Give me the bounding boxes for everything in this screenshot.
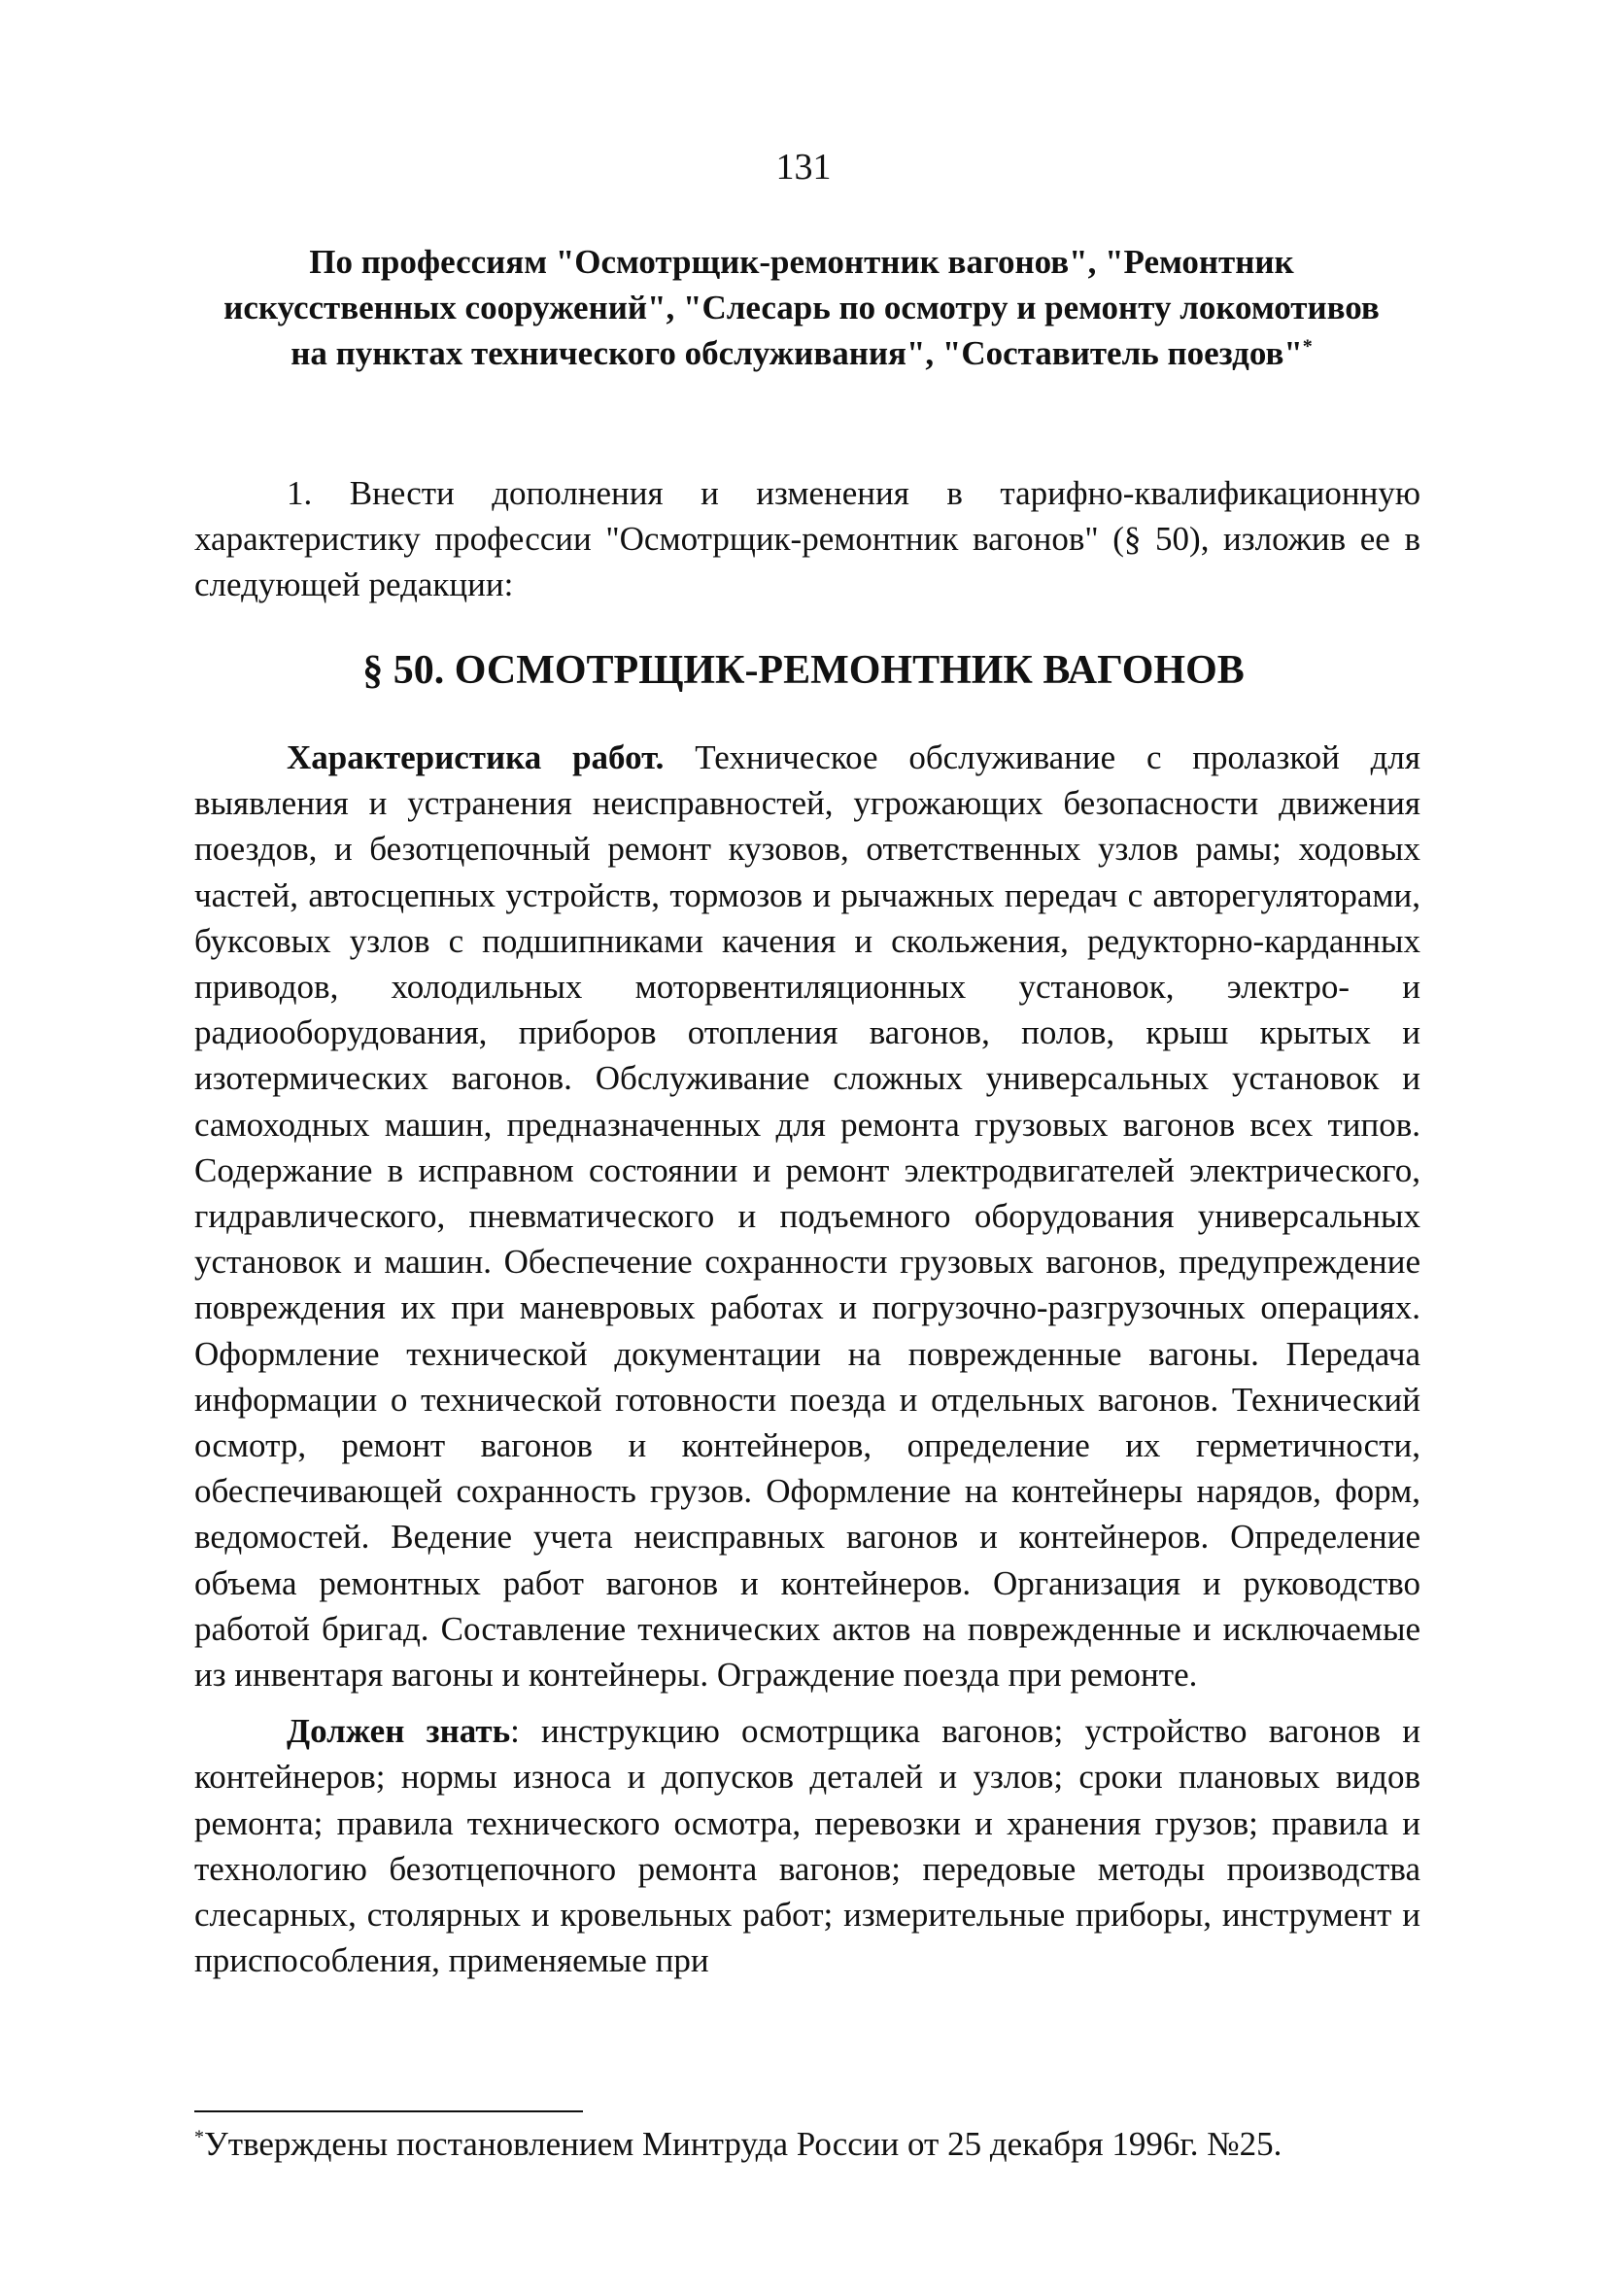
professions-heading-text: По профессиям "Осмотрщик-ремонтник вагонов", "Ремонтник искусственных сооружений", "Слесарь по осмотру и ремонту локомотивов на пунктах технического обслуживания", "Составитель поездов" — [223, 243, 1380, 372]
must-know-label: Должен знать — [287, 1712, 511, 1751]
work-description-text: Техническое обслуживание с пролазкой для выявления и устранения неисправностей, угрожающих безопасности движения поездов, и безотцепочный ремонт кузовов, ответственных узлов рамы; ходовых частей, автосцепных устройств, тормозов и рычажных передач с авторегуляторами, буксовых узлов с подшипниками качения и скольжения, редукторно-карданных приводов, холодильных моторвентиляционных установок, электро- и радиооборудования, приборов отопления вагонов, полов, крыш крытых и изотермических вагонов. Обслуживание сложных универсальных установок и самоходных машин, предназначенных для ремонта грузовых вагонов всех типов. Содержание в исправном состоянии и ремонт электродвигателей электрического, гидравлического, пневматического и подъемного оборудования универсальных установок и машин. Обеспечение сохранности грузовых вагонов, предупреждение повреждения их при маневровых работах и погрузочно-разгрузочных операциях. Оформление технической документации на поврежденные вагоны. Передача информации о технической готовности поезда и отдельных вагонов. Технический осмотр, ремонт вагонов и контейнеров, определение их герметичности, обеспечивающей сохранность грузов. Оформление на контейнеры нарядов, форм, ведомостей. Ведение учета неисправных вагонов и контейнеров. Определение объема ремонтных работ вагонов и контейнеров. Организация и руководство работой бригад. Составление технических актов на поврежденные и исключаемые из инвентаря вагоны и контейнеры. Ограждение поезда при ремонте. — [194, 738, 1420, 1695]
intro-paragraph: 1. Внести дополнения и изменения в тарифно-квалификационную характеристику профессии "Осмотрщик-ремонтник вагонов" (§ 50), изложив ее в следующей редакции: — [194, 474, 1420, 603]
heading-footnote-mark: * — [1302, 335, 1313, 358]
work-description-paragraph — [194, 735, 1420, 1697]
must-know-paragraph — [194, 1708, 1420, 1983]
page-number: 131 — [775, 147, 832, 188]
professions-heading — [223, 239, 1380, 376]
section-title: § 50. ОСМОТРЩИК-РЕМОНТНИК ВАГОНОВ — [362, 648, 1245, 693]
must-know-text: : инструкцию осмотрщика вагонов; устройство вагонов и контейнеров; нормы износа и допусков деталей и узлов; сроки плановых видов ремонта; правила технического осмотра, перевозки и хранения грузов; правила и технологию безотцепочного ремонта вагонов; передовые методы производства слесарных, столярных и кровельных работ; измерительные приборы, инструмент и приспособления, применяемые при — [194, 1712, 1420, 1980]
work-description-label: Характеристика работ. — [287, 738, 665, 776]
section-body — [194, 735, 1420, 1994]
footnote-divider — [194, 2110, 583, 2112]
footnote — [194, 2123, 1420, 2166]
footnote-text: Утверждены постановлением Минтруда России от 25 декабря 1996г. №25. — [204, 2125, 1282, 2163]
footnote-mark: * — [194, 2126, 204, 2148]
